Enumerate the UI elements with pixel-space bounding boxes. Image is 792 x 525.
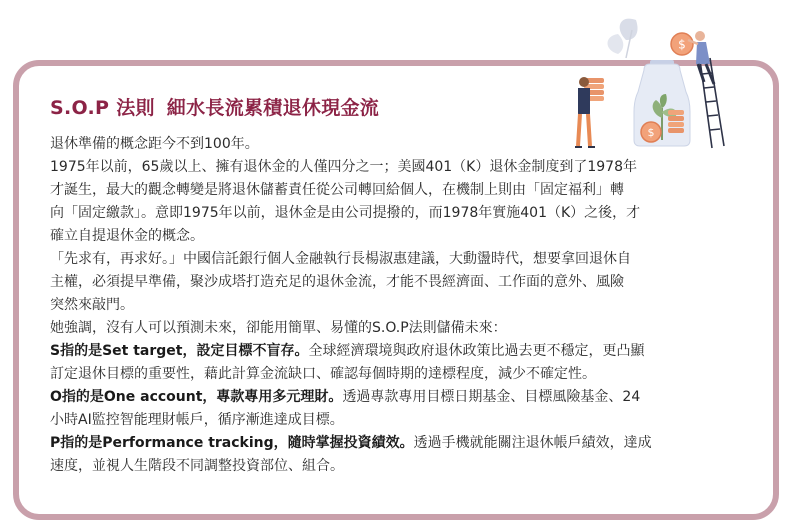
text-line xyxy=(50,340,750,363)
coin-icon xyxy=(671,33,693,55)
svg-text:$: $ xyxy=(678,37,686,52)
person-carrying-coins-icon xyxy=(575,77,604,147)
text-line: 主權，必須提早準備，聚沙成塔打造充足的退休金流，才能不畏經濟面、工作面的意外、風險 xyxy=(50,274,624,290)
o-rule-heading: O指的是One account，專款專用多元理財。 xyxy=(50,389,343,405)
text-line: 才誕生，最大的觀念轉變是將退休儲蓄責任從公司轉回給個人，在機制上則由「固定福利」轉 xyxy=(50,182,624,198)
text-line xyxy=(50,386,750,409)
s-rule-text: 全球經濟環境與政府退休政策比過去更不穩定，更凸顯 xyxy=(308,343,645,359)
text-line: 突然來敲門。 xyxy=(50,297,134,313)
page-title xyxy=(50,93,379,120)
text-line: 她強調，沒有人可以預測未來，卻能用簡單、易懂的S.O.P法則儲備未來： xyxy=(50,320,507,336)
text-line: 小時AI監控智能理財帳戶，循序漸進達成目標。 xyxy=(50,412,344,428)
text-line: 「先求有，再求好。」中國信託銀行個人金融執行長楊淑惠建議，大動盪時代，想要拿回退休自 xyxy=(50,251,631,267)
text-line xyxy=(50,432,750,455)
s-rule-heading: S指的是Set target，設定目標不盲存。 xyxy=(50,343,309,359)
o-rule-text: 透過專款專用目標日期基金、目標風險基金、24 xyxy=(342,389,641,405)
p-rule-text: 透過手機就能關注退休帳戶績效，達成 xyxy=(413,435,652,451)
title-subtitle: 細水長流累積退休現金流 xyxy=(166,97,380,119)
article-body xyxy=(50,133,750,478)
title-sop: S.O.P 法則 xyxy=(50,97,155,119)
ladder-icon xyxy=(700,58,724,148)
text-line: 向「固定繳款」。意即1975年以前，退休金是由公司提撥的，而1978年實施401（K）之後，才 xyxy=(50,205,641,221)
p-rule-heading: P指的是Performance tracking，隨時掌握投資績效。 xyxy=(50,435,414,451)
text-line: 確立自提退休金的概念。 xyxy=(50,228,204,244)
text-line: 速度，並視人生階段不同調整投資部位、組合。 xyxy=(50,458,344,474)
text-line: 1975年以前，65歲以上、擁有退休金的人僅四分之一；美國401（K）退休金制度到了1978年 xyxy=(50,159,637,175)
svg-text:$: $ xyxy=(647,126,655,139)
text-line: 退休準備的概念距今不到100年。 xyxy=(50,136,259,152)
retirement-savings-illustration xyxy=(560,0,760,152)
text-line: 訂定退休目標的重要性，藉此計算金流缺口、確認每個時期的達標程度，減少不確定性。 xyxy=(50,366,596,382)
leaf-icon xyxy=(608,19,638,58)
coin-icon xyxy=(641,122,661,142)
